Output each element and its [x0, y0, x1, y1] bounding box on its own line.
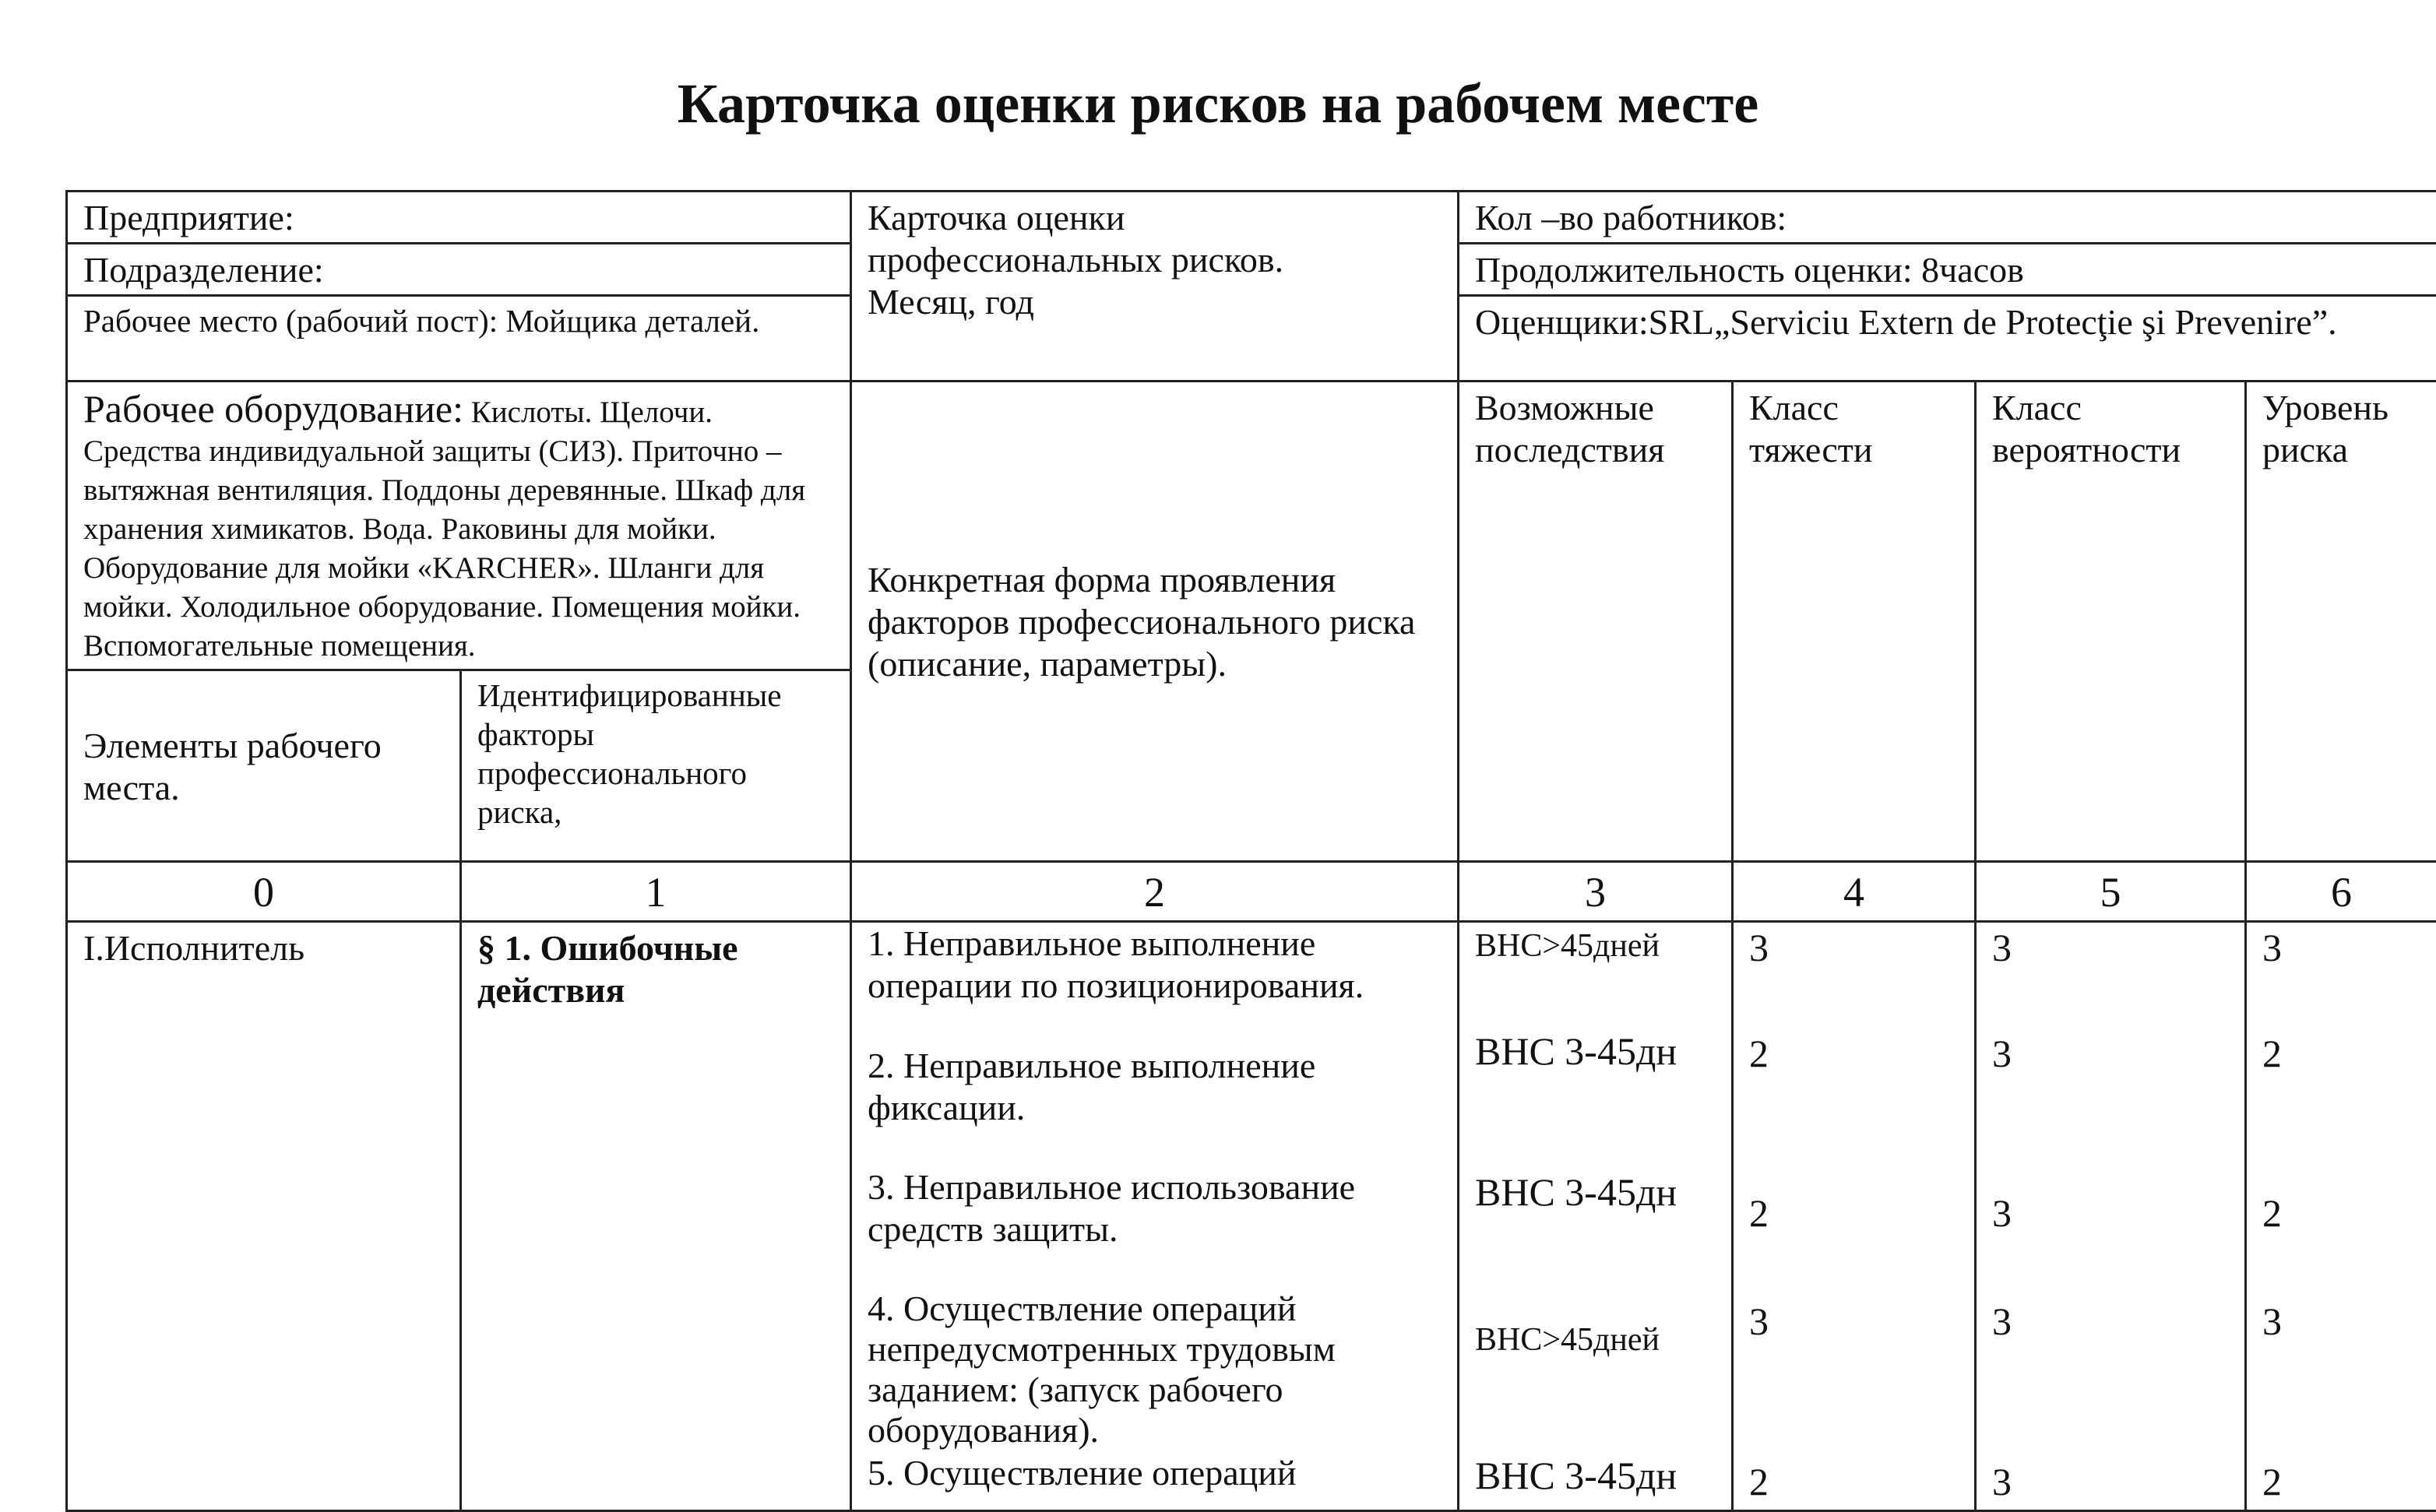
level-header-cell: Уровень риска: [2246, 382, 2436, 862]
risk-description-3: 3. Неправильное использование средств защиты.: [868, 1166, 1444, 1250]
severity-5: 2: [1749, 1460, 1769, 1503]
page-title: Карточка оценки рисков на рабочем месте: [0, 69, 2436, 139]
risk-description-2: 2. Неправильное выполнение фиксации.: [868, 1045, 1366, 1129]
risk-level-1: 3: [2262, 926, 2282, 969]
factors-header-cell: Идентифицированные факторы профессионального риска,: [461, 670, 851, 862]
severity-4: 3: [1749, 1299, 1769, 1343]
severity-column: [1733, 922, 1976, 1511]
risk-assessment-table: [65, 190, 2436, 1512]
risk-level-4: 3: [2262, 1299, 2282, 1343]
column-number-2: 2: [851, 862, 1459, 922]
probability-column: [1976, 922, 2246, 1511]
consequence-4: ВНС>45дней: [1475, 1320, 1660, 1360]
risk-factor-cell: § 1. Ошибочные действия: [461, 922, 851, 1511]
consequence-5: ВНС 3-45дн: [1475, 1454, 1677, 1497]
consequence-3: ВНС 3-45дн: [1475, 1170, 1677, 1214]
consequences-column: [1459, 922, 1733, 1511]
column-number-0: 0: [67, 862, 461, 922]
consequences-header-cell: Возможные последствия: [1459, 382, 1733, 862]
risk-description-4: 4. Осуществление операций непредусмотренных трудовым заданием: (запуск рабочего оборудования).: [868, 1289, 1413, 1450]
duration-cell: Продолжительность оценки: 8часов: [1459, 244, 2436, 296]
equipment-cell: [67, 382, 851, 670]
probability-header-cell: Класс вероятности: [1976, 382, 2246, 862]
risk-level-2: 2: [2262, 1032, 2282, 1075]
form-header-cell: Конкретная форма проявления факторов профессионального риска (описание, параметры).: [851, 382, 1459, 862]
equipment-text: Кислоты. Щелочи. Средства индивидуальной защиты (СИЗ). Приточно – вытяжная вентиляция. Поддоны деревянные. Шкаф для хранения химикатов. Вода. Раковины для мойки. Оборудование для мойки «KARCHER». Шланги для мойки. Холодильное оборудование. Помещения мойки. Вспомогательные помещения.: [83, 396, 805, 663]
workplace-element-cell: I.Исполнитель: [67, 922, 461, 1511]
card-line-3: Месяц, год: [868, 281, 1442, 323]
enterprise-cell: Предприятие:: [67, 192, 851, 244]
severity-3: 2: [1749, 1191, 1769, 1235]
probability-2: 3: [1992, 1032, 2012, 1075]
card-info-cell: [851, 192, 1459, 382]
severity-2: 2: [1749, 1032, 1769, 1075]
consequence-1: ВНС>45дней: [1475, 926, 1660, 966]
department-cell: Подразделение:: [67, 244, 851, 296]
probability-4: 3: [1992, 1299, 2012, 1343]
elements-header-cell: Элементы рабочего места.: [67, 670, 461, 862]
evaluators-cell: Оценщики:SRL„Serviciu Extern de Protecţie şi Prevenire”.: [1459, 296, 2436, 382]
risk-description-1: 1. Неправильное выполнение операции по позиционирования.: [868, 923, 1444, 1007]
severity-header-cell: Класс тяжести: [1733, 382, 1976, 862]
risk-level-3: 2: [2262, 1191, 2282, 1235]
column-number-6: 6: [2246, 862, 2436, 922]
risk-description-column: [851, 922, 1459, 1511]
card-line-2: профессиональных рисков.: [868, 239, 1442, 281]
column-number-5: 5: [1976, 862, 2246, 922]
risk-level-column: [2246, 922, 2436, 1511]
column-number-3: 3: [1459, 862, 1733, 922]
probability-1: 3: [1992, 926, 2012, 969]
severity-1: 3: [1749, 926, 1769, 969]
probability-5: 3: [1992, 1460, 2012, 1503]
risk-level-5: 2: [2262, 1460, 2282, 1503]
equipment-label: Рабочее оборудование:: [83, 387, 463, 431]
workers-count-cell: Кол –во работников:: [1459, 192, 2436, 244]
risk-description-5: 5. Осуществление операций: [868, 1452, 1444, 1494]
column-number-4: 4: [1733, 862, 1976, 922]
consequence-2: ВНС 3-45дн: [1475, 1029, 1677, 1073]
card-line-1: Карточка оценки: [868, 197, 1442, 239]
workplace-cell: Рабочее место (рабочий пост): Мойщика деталей.: [67, 296, 851, 382]
probability-3: 3: [1992, 1191, 2012, 1235]
column-number-1: 1: [461, 862, 851, 922]
